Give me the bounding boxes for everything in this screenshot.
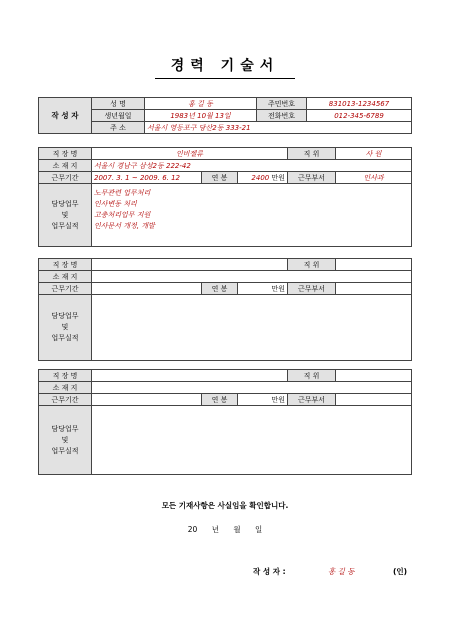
location-value[interactable]: 서울시 경남구 삼성2동 222-42: [92, 160, 412, 172]
duty-item: 인사문서 개정, 개발: [94, 222, 155, 230]
phone-value[interactable]: 012-345-6789: [307, 110, 412, 122]
salary-unit: 만원: [271, 284, 286, 293]
department-value[interactable]: 인사과: [336, 172, 412, 184]
birth-label: 생년월일: [92, 110, 145, 122]
department-label: 근무부서: [288, 394, 336, 406]
salary-label: 연 봉: [202, 172, 238, 184]
location-value[interactable]: [92, 382, 412, 394]
department-label: 근무부서: [288, 172, 336, 184]
company-value[interactable]: 인비젤류: [92, 148, 288, 160]
career-block-2: [38, 258, 412, 361]
location-label: 소 재 지: [39, 382, 92, 394]
career-block-3: [38, 369, 412, 475]
company-value[interactable]: [92, 370, 288, 382]
document-title: 경력 기술서: [155, 55, 295, 79]
position-label: 직 위: [288, 148, 336, 160]
period-label: 근무기간: [39, 394, 92, 406]
career-block-1: [38, 147, 412, 247]
duty-item: 노무관련 업무처리: [94, 189, 151, 197]
location-label: 소 재 지: [39, 271, 92, 283]
period-value[interactable]: 2007. 3. 1 ~ 2009. 6. 12: [92, 172, 202, 184]
date-line[interactable]: 20 년 월 일: [187, 525, 263, 534]
salary-label: 연 봉: [202, 394, 238, 406]
confirmation-statement: 모든 기재사항은 사실임을 확인합니다.: [161, 501, 289, 510]
address-label: 주 소: [92, 122, 145, 134]
company-label: 직 장 명: [39, 259, 92, 271]
duties-label: 담당업무 및 업무실적: [39, 184, 92, 247]
company-value[interactable]: [92, 259, 288, 271]
position-label: 직 위: [288, 370, 336, 382]
salary-unit: 만원: [271, 395, 286, 404]
position-value[interactable]: [336, 370, 412, 382]
name-label: 성 명: [92, 98, 145, 110]
department-value[interactable]: [336, 394, 412, 406]
duties-value[interactable]: [92, 184, 412, 247]
signature-name[interactable]: 홍 길 동: [328, 567, 355, 576]
position-value[interactable]: [336, 259, 412, 271]
salary-cell[interactable]: [238, 172, 288, 184]
duties-label: 담당업무 및 업무실적: [39, 295, 92, 361]
duty-item: 고충처리업무 지원: [94, 211, 151, 219]
salary-unit: 만원: [271, 173, 285, 182]
period-label: 근무기간: [39, 172, 92, 184]
duty-item: 인사변동 처리: [94, 200, 137, 208]
name-value[interactable]: 홍 길 동: [145, 98, 257, 110]
seal-mark: (인): [393, 567, 408, 576]
address-value[interactable]: 서울시 영등포구 당산2동 333-21: [145, 122, 412, 134]
rrn-label: 주민번호: [257, 98, 307, 110]
author-label: 작 성 자: [39, 98, 92, 134]
duties-value[interactable]: [92, 295, 412, 361]
period-label: 근무기간: [39, 283, 92, 295]
location-value[interactable]: [92, 271, 412, 283]
company-label: 직 장 명: [39, 370, 92, 382]
department-value[interactable]: [336, 283, 412, 295]
salary-value: 2400: [251, 173, 270, 182]
birth-value[interactable]: 1983년 10월 13일: [145, 110, 257, 122]
position-value[interactable]: 사 원: [336, 148, 412, 160]
period-value[interactable]: [92, 394, 202, 406]
duties-value[interactable]: [92, 406, 412, 475]
rrn-value[interactable]: 831013-1234567: [307, 98, 412, 110]
signature-label: 작 성 자 :: [253, 567, 286, 576]
position-label: 직 위: [288, 259, 336, 271]
phone-label: 전화번호: [257, 110, 307, 122]
salary-label: 연 봉: [202, 283, 238, 295]
salary-cell[interactable]: [238, 394, 288, 406]
salary-cell[interactable]: [238, 283, 288, 295]
department-label: 근무부서: [288, 283, 336, 295]
location-label: 소 재 지: [39, 160, 92, 172]
duties-label: 담당업무 및 업무실적: [39, 406, 92, 475]
period-value[interactable]: [92, 283, 202, 295]
company-label: 직 장 명: [39, 148, 92, 160]
author-table: [38, 97, 412, 134]
